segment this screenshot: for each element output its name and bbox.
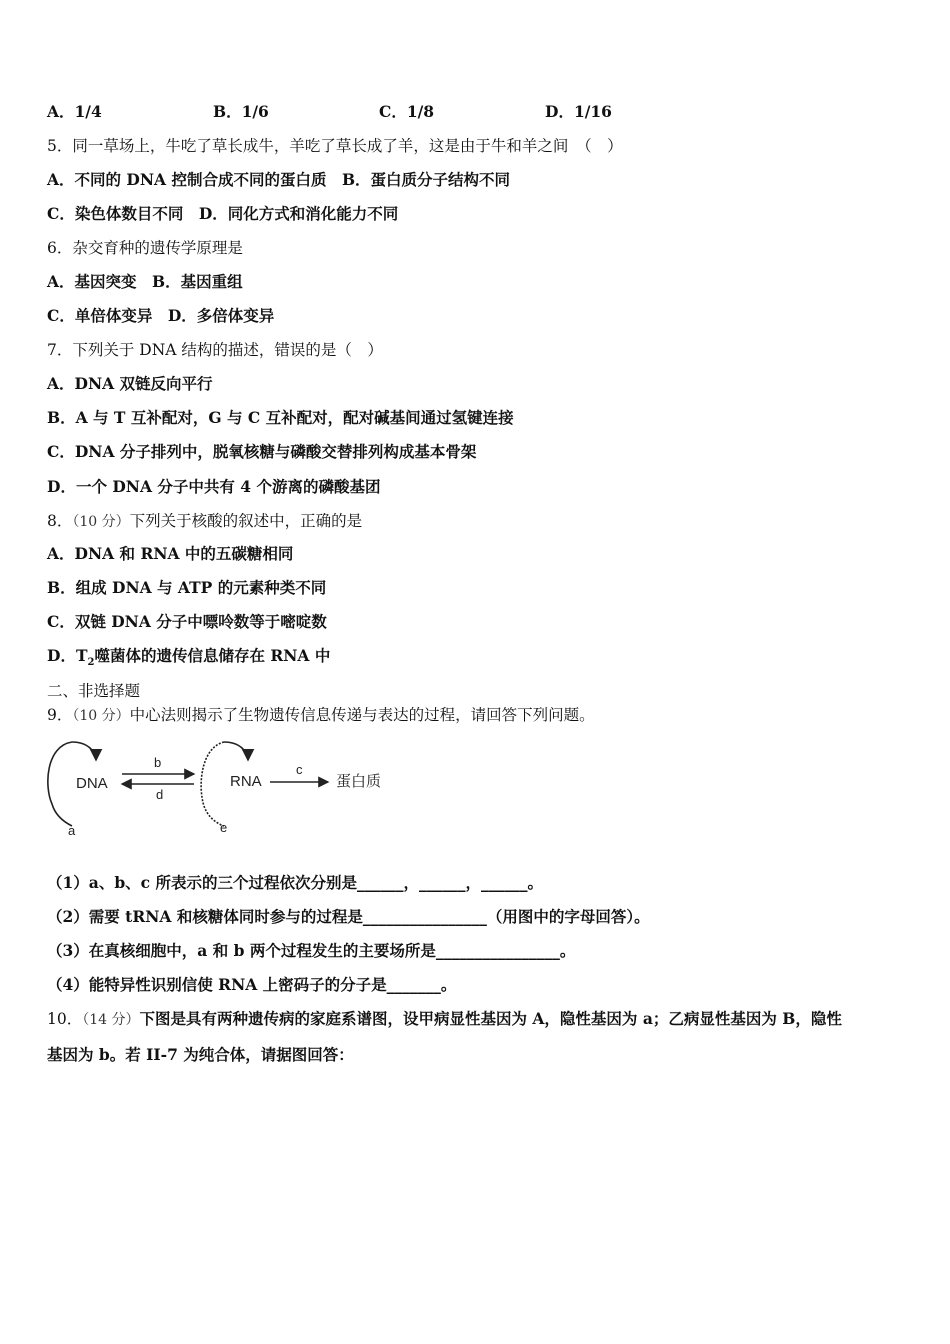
protein-label: 蛋白质 xyxy=(336,772,382,790)
q4-option-c: C．1/8 xyxy=(379,102,435,121)
q4-option-d: D．1/16 xyxy=(545,102,612,121)
q10-number: 10． xyxy=(47,1010,83,1028)
replication-loop-a-arrow xyxy=(72,742,96,760)
q10-points: （14 分） xyxy=(82,1012,140,1028)
label-d: d xyxy=(156,787,164,802)
q8-option-d-rest: 噬菌体的遗传信息储存在 RNA 中 xyxy=(94,646,331,665)
central-dogma-diagram xyxy=(44,736,404,840)
q10-stem-line1 xyxy=(47,1008,842,1031)
replication-loop-e xyxy=(201,742,224,826)
q10-stem-line2: 基因为 b。若 II-7 为纯合体，请据图回答： xyxy=(47,1045,354,1064)
q6-stem: 6．杂交育种的遗传学原理是 xyxy=(47,239,243,257)
q4-options xyxy=(47,101,612,123)
q8-points: （10 分） xyxy=(72,514,130,530)
q9-stem: 中心法则揭示了生物遗传信息传递与表达的过程，请回答下列问题。 xyxy=(129,706,595,724)
q9-points: （10 分） xyxy=(72,708,130,724)
q8-stem-line xyxy=(47,510,362,533)
q5-options-line1: A．不同的 DNA 控制合成不同的蛋白质 B．蛋白质分子结构不同 xyxy=(47,170,511,189)
q8-stem: 下列关于核酸的叙述中，正确的是 xyxy=(129,512,363,530)
q6-options-line2: C．单倍体变异 D．多倍体变异 xyxy=(47,306,275,325)
q8-option-d-subscript: 2 xyxy=(87,657,95,669)
q5-stem: 5．同一草场上，牛吃了草长成牛，羊吃了草长成了羊，这是由于牛和羊之间 （ ） xyxy=(47,137,623,155)
q8-number: 8． xyxy=(47,512,73,530)
q7-option-c: C．DNA 分子排列中，脱氧核糖与磷酸交替排列构成基本骨架 xyxy=(47,442,477,461)
q6-options-line1: A．基因突变 B．基因重组 xyxy=(47,272,243,291)
q7-option-a: A．DNA 双链反向平行 xyxy=(47,374,213,393)
q8-option-d-prefix: D．T xyxy=(47,646,88,665)
q9-sub4: （4）能特异性识别信使 RNA 上密码子的分子是_______。 xyxy=(47,975,457,994)
rna-label: RNA xyxy=(230,773,262,790)
dna-label: DNA xyxy=(76,775,108,792)
replication-loop-a xyxy=(48,742,72,826)
q8-option-c: C．双链 DNA 分子中嘌呤数等于嘧啶数 xyxy=(47,612,327,631)
label-a: a xyxy=(68,823,76,838)
section-title: 二、非选择题 xyxy=(47,682,141,700)
q8-option-b: B．组成 DNA 与 ATP 的元素种类不同 xyxy=(47,578,327,597)
q10-stem1: 下图是具有两种遗传病的家庭系谱图，设甲病显性基因为 A，隐性基因为 a；乙病显性基因为 B，隐性 xyxy=(139,1009,842,1028)
q9-stem-line xyxy=(47,704,595,727)
label-e: e xyxy=(220,820,228,835)
q7-option-d: D．一个 DNA 分子中共有 4 个游离的磷酸基团 xyxy=(47,477,381,496)
q9-sub1: （1）a、b、c 所表示的三个过程依次分别是______，______，______。 xyxy=(47,873,544,892)
q7-option-b: B．A 与 T 互补配对，G 与 C 互补配对，配对碱基间通过氢键连接 xyxy=(47,408,514,427)
replication-loop-e-arrow xyxy=(224,742,248,760)
q8-option-a: A．DNA 和 RNA 中的五碳糖相同 xyxy=(47,544,294,563)
q9-number: 9． xyxy=(47,706,73,724)
label-c: c xyxy=(296,762,303,777)
q8-option-d xyxy=(47,645,330,674)
q5-options-line2: C．染色体数目不同 D．同化方式和消化能力不同 xyxy=(47,204,399,223)
q4-option-b: B．1/6 xyxy=(213,102,269,121)
q9-sub2: （2）需要 tRNA 和核糖体同时参与的过程是________________（用图中的字母回答）。 xyxy=(47,907,650,926)
q9-sub3: （3）在真核细胞中，a 和 b 两个过程发生的主要场所是________________。 xyxy=(47,941,576,960)
q7-stem: 7．下列关于 DNA 结构的描述，错误的是（ ） xyxy=(47,341,383,359)
q4-option-a: A．1/4 xyxy=(47,102,102,121)
label-b: b xyxy=(154,755,162,770)
